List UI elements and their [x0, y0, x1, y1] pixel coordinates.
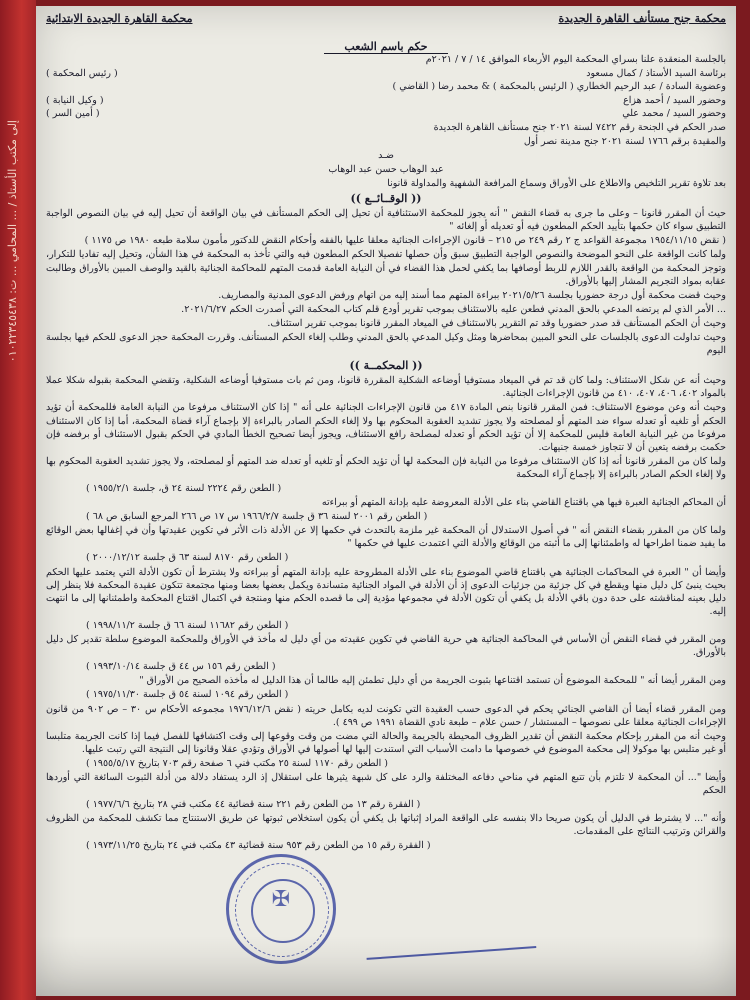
citation: ( الطعن رقم ١١٦٨٢ لسنة ٦٦ ق جلسة ١٩٩٨/١١/٢ ) [86, 619, 289, 631]
document-page [36, 6, 736, 996]
side-text: إلى مكتب الأستاذ / ... المحامي ... ت: ٠١٠٢٢٣٤٥٤٣٨ [6, 120, 19, 363]
case-number: صدر الحكم في الجنحة رقم ٧٤٢٢ لسنة ٢٠٢١ جنح مستأنف القاهرة الجديدة [433, 121, 726, 133]
paragraph: ولما كان من المقرر قانونا أنه إذا كان الاستئناف مرفوعا من النيابة فإن المحكمة لها أن تؤيد الحكم أو تلغيه أو تعدله ضد المتهم أو لمصلحته، ولا يجوز تشديد العقوبة المحكوم بها ولا إلغاء الحكم الصادر بالبراءة إلا بإجماع آراء المحكمة [46, 455, 726, 480]
paragraph: وحيث أنه عن شكل الاستئناف: ولما كان قد تم في الميعاد مستوفيا أوضاعه الشكلية المقررة قانونا، ومن ثم بات مستوفيا أوضاعه الشكلية، وتقضي المحكمة بقبوله شكلا عملا بالمواد ٤٠٢، ٤٠٦، ٤٠٧، ٤١٠ من قانون الإجراءات الجنائية. [46, 375, 726, 400]
paragraph: وحيث أن الحكم المستأنف قد صدر حضوريا وقد تم التقرير بالاستئناف في الميعاد المقرر قانونا بموجب تقرير استئناف. [267, 317, 726, 329]
session-line: بالجلسة المنعقدة علنا بسراي المحكمة اليوم الأربعاء الموافق ١٤ / ٧ / ٢٠٢١م [425, 54, 726, 66]
paragraph: ومن المقرر في قضاء النقض أن الأساس في المحاكمة الجنائية هي حرية القاضي في تكوين عقيدته من أي دليل له مأخذ في الأوراق وللمحكمة الموضوع سلطة تقدير كل دليل بالأوراق. [46, 634, 726, 659]
prosecutor-name: وحضور السيد / أحمد هزاع [623, 95, 726, 107]
clerk-row [46, 107, 726, 120]
paragraph: وأيضا أن " العبرة في المحاكمات الجنائية هي باقتناع قاضي الموضوع بناء على الأدلة المطروحة عليه بإدانة المتهم أو ببراءته ولا يشترط أن تكون الأدلة التي يعتمد عليها الحكم بحيث ينبئ كل دليل منها ويقطع في كل جزئية من جزئيات الدعوى إذ أن الأدلة في المواد الجنائية متساندة ويكمل بعضها بعضا ومنها مجتمعة تتكون عقيدة المحكمة فلا ينظر إلى دليل بعينه لمناقشته على حدة دون باقي الأدلة بل يكفي أن تكون الأدلة في مجموعها مؤدية إلى ما قصده الحكم منها ومنتجة في اكتمال اقتناع المحكمة واطمئنانها إلى ما انتهت إليه. [46, 566, 726, 617]
binder-edge [0, 0, 36, 1000]
judgment-banner [46, 40, 726, 53]
citation: ( الفقرة رقم ١٣ من الطعن رقم ٢٢١ سنة قضائية ٤٤ مكتب فني ٢٨ بتاريخ ١٩٧٧/٦/٦ ) [86, 799, 421, 811]
intro-line: بعد تلاوة تقرير التلخيص والاطلاع على الأوراق وسماع المرافعة الشفهية والمداولة قانونا [387, 177, 726, 189]
citation: ( الطعن رقم ١٠٩٤ لسنة ٥٤ ق جلسة ١٩٧٥/١١/٣٠ ) [86, 689, 289, 701]
case-registration: والمقيدة برقم ١٧٦٦ لسنة ٢٠٢١ جنح مدينة نصر أول [523, 135, 726, 147]
page-shadow [36, 936, 736, 996]
citation: ( الطعن رقم ١٥٦ س ٤٤ ق جلسة ١٩٩٣/١٠/١٤ ) [86, 661, 276, 673]
presiding-judge-role: ( رئيس المحكمة ) [46, 68, 118, 80]
defendant-name: عبد الوهاب حسن عبد الوهاب [328, 163, 444, 175]
paragraph: ... الأمر الذي لم يرتضه المدعي بالحق المدني فطعن عليه بالاستئناف بموجب تقرير أودع قلم كتاب المحكمة التي أصدرت الحكم ٢٠٢١/٦/٢٧. [181, 303, 726, 315]
banner-text: حكم باسم الشعب [324, 40, 447, 54]
court-name-right: محكمة جنح مستأنف القاهرة الجديدة [558, 12, 726, 25]
court-name-left: محكمة القاهرة الجديدة الابتدائية [46, 12, 193, 25]
paragraph: ولما كانت الواقعة على النحو الموضحة والنصوص الواجبة التطبيق سبق وأن حصلها تفصيلا الحكم المطعون فيه والتي تأخذ به المحكمة في هذا الشأن، وتحيل إليه تفاديا للتكرار، وتوجز المحكمة من الواقعة بالقدر اللازم للربط أوصافها بما يكفي لحمل هذا القضاء في أن النيابة العامة قدمت المتهم للمحاكمة الجنائية بالقيد والوصف المبين بالأوراق وطالبت عقابه بمواد التجريم المشار إليها بالأوراق. [46, 249, 726, 287]
citation: ( الطعن رقم ٢٢٢٤ لسنة ٢٤ ق، جلسة ١٩٥٥/٢/١ ) [86, 483, 282, 494]
paragraph: وأيضا "... أن المحكمة لا تلتزم بأن تتبع المتهم في مناحي دفاعه المختلفة والرد على كل شبهة يثيرها على استقلال إذ الرد يستفاد دلالة من أدلة الثبوت السائغة التي أوردها الحكم [46, 771, 726, 797]
paragraph: وحيث أنه من المقرر بإحكام محكمة النقض أن تقدير الظروف المحيطة بالجريمة والحالة التي مضت من وقت وقوعها إلى وقت اكتشافها للفصل فيما إذا كانت الجريمة متلبسا أو غير متلبس بها موكولا إلى محكمة الموضوع في خصوصها ما دامت الأسباب التي استندت إليها لها أصولها في الأوراق وتؤدي عقلا وقانونا إلى النتيجة التي رتبت عليها. [46, 730, 726, 755]
citation: ( الطعن رقم ١١٧٠ لسنة ٢٥ مكتب فني ٦ صفحة رقم ٧٠٣ بتاريخ ١٩٥٥/٥/١٧ ) [86, 757, 388, 769]
session-row [46, 67, 726, 80]
paragraph: وحيث قضت محكمة أول درجة حضوريا بجلسة ٢٠٢١/٥/٢٦ ببراءة المتهم مما أسند إليه من اتهام ورفض الدعوى المدنية والمصاريف. [218, 289, 726, 301]
eagle-emblem-icon: ✠ [271, 887, 291, 912]
paragraph: ( نقض ١٩٥٤/١١/١٥ مجموعة القواعد ج ٢ رقم ٢٤٩ ص ٢١٥ – قانون الإجراءات الجنائية معلقا عليها بالفقه وأحكام النقض للدكتور مأمون سلامة طبعه ١٩٨٠ ص ١١٧٥ ) [84, 235, 726, 247]
paragraph: ولما كان من المقرر بقضاء النقض أنه " في أصول الاستدلال أن المحكمة غير ملزمة بالتحدث في حكمها إلا عن الأدلة ذات الأثر في تكوين عقيدتها وأن في إغفالها بعض الوقائع ما يفيد ضمنا اطراحها له واطمئنانها إلى ما أثبته من الوقائع والأدلة التي اعتمدت عليها في حكمها " [46, 525, 726, 550]
prosecutor-row [46, 94, 726, 107]
paragraph: ومن المقرر أيضا أنه " للمحكمة الموضوع أن تستمد اقتناعها بثبوت الجريمة من أي دليل تطمئن إليه طالما أن هذا الدليل له مأخذه الصحيح من الأوراق " [139, 675, 726, 687]
clerk-role: ( أمين السر ) [46, 108, 100, 120]
prosecutor-role: ( وكيل النيابة ) [46, 95, 104, 107]
paragraph: وحيث تداولت الدعوى بالجلسات على النحو المبين بمحاضرها ومثل وكيل المدعي بالحق المدني وطلب إلغاء الحكم المستأنف. وقررت المحكمة حجز الدعوى للحكم فيها بجلسة اليوم [46, 331, 726, 357]
header [46, 10, 726, 40]
citation: ( الطعن رقم ٨١٧٠ لسنة ٦٣ ق جلسة ٢٠٠٠/١٢/١٢ ) [86, 552, 289, 564]
against-label: ضـد [378, 149, 394, 161]
presiding-judge: برئاسة السيد الأستاذ / كمال مسعود [586, 68, 726, 80]
facts-title: (( الوقــائــع )) [350, 192, 422, 206]
citation: ( الفقرة رقم ١٥ من الطعن رقم ٩٥٣ سنة قضائية ٤٣ مكتب فني ٢٤ بتاريخ ١٩٧٣/١١/٢٥ ) [86, 840, 431, 852]
paragraph: ومن المقرر قضاء أيضا أن القاضي الجنائي يحكم في الدعوى حسب العقيدة التي تكونت لديه بكامل حريته ( نقض ١٩٧٦/١٢/٦ مجموعه الأحكام س ٣٠ – ص ٩٠٢ من قانون الإجراءات الجنائية معلقا على نصوصها – المستشار / حسن علام – طبعة نادي القضاة ١٩٩١ ص ٤٩٩ ). [46, 703, 726, 728]
paragraph: أن المحاكم الجنائية العبرة فيها هي باقتناع القاضي بناء على الأدلة المعروضة عليه بإدانة المتهم أو ببراءته [321, 497, 726, 509]
judgment-body [46, 10, 726, 854]
members-line: وعضوية السادة / عبد الرحيم الخطاري ( الرئيس بالمحكمة ) & محمد رضا ( القاضي ) [392, 81, 726, 93]
paragraph: حيث أن المقرر قانونا – وعلى ما جرى به قضاء النقض " أنه يجوز للمحكمة الاستئنافية أن تحيل إلى الحكم المستأنف في بيان الواقعة أن تحيل إليه في بيان النصوص الواجبة التطبيق سواء كان حكمها بتأييد الحكم المطعون فيه أو تعديله أو إلغائه " [46, 208, 726, 233]
citation: ( الطعن رقم ٢٠٠١ لسنة ٣٦ ق جلسة ١٩٦٦/٢/٧ س ١٧ ص ٢٦٦ المرجع السابق ص ٦٨ ) [86, 511, 428, 523]
clerk-name: وحضور السيد / محمد علي [622, 108, 726, 120]
paragraph: وأنه "... لا يشترط في الدليل أن يكون صريحا دالا بنفسه على الواقعة المراد إثباتها بل يكفي أن يكون استخلاص ثبوتها عن طريق الاستنتاج مما تكشف للمحكمة من الظروف والقرائن وترتيب النتائج على المقدمات. [46, 813, 726, 838]
court-title: (( المحكمــة )) [349, 359, 423, 373]
paragraph: وحيث أنه وعن موضوع الاستئناف: فمن المقرر قانونا بنص المادة ٤١٧ من قانون الإجراءات الجنائية على أنه " إذا كان الاستئناف مرفوعا من النيابة العامة فللمحكمة أن تؤيد الحكم أو تلغيه أو تعدله سواء ضد المتهم أو لمصلحته ولا يجوز تشديد العقوبة المحكوم بها ولا إلغاء الحكم الصادر بالبراءة إلا بإجماع آراء قضاة المحكمة، أما إذا كان الاستئناف مرفوعا من غير النيابة العامة فليس للمحكمة إلا أن تؤيد الحكم أو تعدله لمصلحة رافع الاستئناف، ويجوز أيضا تصحيح الخطأ المادي في الحكم بقبول الاستئناف أو برفضه فإن حكمت برفضه يتعين أن لا تتجاوز خمسة جنيهات. [46, 402, 726, 453]
